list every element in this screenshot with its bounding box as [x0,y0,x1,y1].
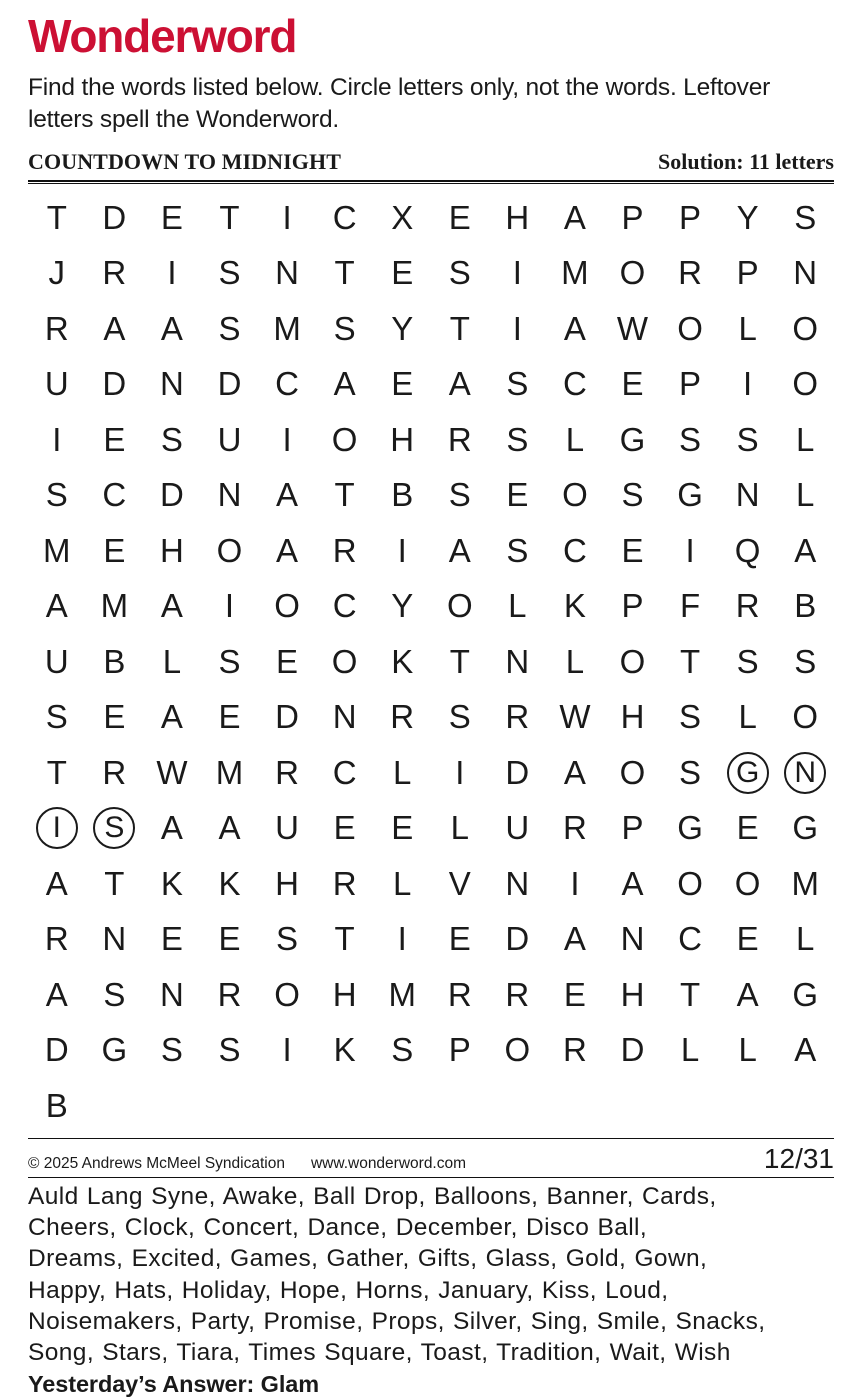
grid-letter[interactable]: K [563,587,586,625]
grid-letter[interactable]: A [160,309,183,347]
grid-letter[interactable]: E [391,365,414,403]
grid-letter[interactable]: B [45,1086,68,1124]
grid-letter[interactable]: P [679,198,702,236]
grid-letter[interactable]: L [393,753,412,791]
grid-letter[interactable]: C [563,365,587,403]
instructions-text: Find the words listed below. Circle letters only, not the words. Leftover letters spell the Wonderword. [28,74,771,133]
grid-letter[interactable]: B [391,476,414,514]
grid-letter[interactable]: G [101,1031,128,1069]
grid-letter[interactable]: S [679,753,702,791]
grid-letter[interactable]: A [103,309,126,347]
page-title: Wonderword [28,10,297,62]
grid-letter[interactable]: T [334,920,355,958]
grid-letter[interactable]: D [44,1031,69,1069]
grid-letter[interactable]: S [794,198,817,236]
grid-letter[interactable]: O [504,1031,531,1069]
grid-letter[interactable]: S [736,642,759,680]
grid-letter[interactable]: C [678,920,702,958]
grid-letter[interactable]: V [448,864,471,902]
grid-letter[interactable]: A [218,809,241,847]
grid-letter[interactable]: S [448,698,471,736]
grid-letter[interactable]: I [685,531,695,569]
grid-letter[interactable]: E [448,198,471,236]
grid-letter[interactable]: S [448,476,471,514]
grid-letter[interactable]: A [736,975,759,1013]
grid-letter[interactable]: J [48,254,66,292]
grid-letter[interactable]: O [446,587,473,625]
grid-letter[interactable]: E [160,920,183,958]
credits-row [28,1139,834,1177]
grid-letter[interactable]: S [218,642,241,680]
letter-grid[interactable] [28,190,834,1134]
grid-letter[interactable]: L [565,642,585,680]
grid-letter[interactable]: P [448,1031,471,1069]
grid-letter[interactable]: E [621,531,644,569]
grid-letter[interactable]: E [391,254,414,292]
grid-letter[interactable]: N [102,920,127,958]
grid-letter[interactable]: G [677,476,703,514]
grid-letter[interactable]: N [505,864,530,902]
puzzle-theme: COUNTDOWN TO MIDNIGHT [28,149,341,175]
grid-letter[interactable]: S [448,254,471,292]
grid-letter[interactable]: W [616,309,649,347]
grid-letter[interactable]: G [792,809,819,847]
grid-letter[interactable]: N [160,365,184,403]
grid-letter[interactable]: X [391,198,414,236]
grid-letter[interactable]: L [508,587,527,625]
grid-letter[interactable]: W [559,698,591,736]
grid-letter[interactable]: A [160,587,183,625]
grid-letter[interactable]: T [449,309,470,347]
grid-letter[interactable]: I [224,587,235,625]
grid-letter[interactable]: R [563,1031,587,1069]
grid-letter[interactable]: G [792,975,819,1013]
grid-letter[interactable]: M [791,864,819,902]
grid-letter[interactable]: N [620,920,645,958]
grid-letter[interactable]: T [449,642,470,680]
grid-letter-circled[interactable] [86,801,144,857]
grid-letter[interactable]: M [43,531,71,569]
circle-marker: N [784,752,826,794]
grid-letter[interactable]: U [217,420,242,458]
grid-letter[interactable]: S [506,365,529,403]
grid-letter[interactable]: I [167,254,177,292]
grid-letter[interactable]: E [506,476,529,514]
word-list-line: Song, Stars, Tiara, Times Square, Toast, Tradition, Wait, Wish [28,1339,731,1367]
grid-letter[interactable]: E [333,809,356,847]
grid-letter[interactable]: I [282,1031,292,1069]
grid-letter[interactable]: R [678,254,702,292]
grid-letter[interactable]: A [45,587,68,625]
grid-letter[interactable]: I [52,420,62,458]
grid-letter[interactable]: E [621,365,644,403]
grid-letter[interactable]: R [505,698,530,736]
grid-letter[interactable]: K [218,864,241,902]
grid-letter[interactable]: E [736,920,759,958]
grid-letter[interactable]: O [619,642,646,680]
grid-letter[interactable]: D [102,198,127,236]
grid-letter[interactable]: D [217,365,242,403]
circle-marker: G [727,752,769,794]
grid-letter[interactable]: C [275,365,299,403]
grid-letter[interactable]: R [102,254,127,292]
grid-letter[interactable]: A [276,476,299,514]
credits-divider [28,1177,834,1178]
grid-letter[interactable]: E [448,920,471,958]
grid-letter[interactable]: T [679,642,701,680]
grid-letter[interactable]: O [792,698,819,736]
grid-letter[interactable]: A [45,975,68,1013]
grid-letter[interactable]: N [793,254,818,292]
grid-letter[interactable]: S [45,698,68,736]
grid-letter[interactable]: R [102,753,127,791]
grid-letter[interactable]: S [103,975,126,1013]
grid-letter[interactable]: N [160,975,184,1013]
word-list [28,1181,834,1369]
grid-letter[interactable]: S [679,698,702,736]
grid-letter[interactable]: Y [391,587,414,625]
word-list-line: Noisemakers, Party, Promise, Props, Silver, Sing, Smile, Snacks, [28,1307,766,1335]
grid-letter[interactable]: L [738,698,757,736]
grid-letter[interactable]: T [46,198,67,236]
word-list-line: Auld Lang Syne, Awake, Ball Drop, Balloons, Banner, Cards, [28,1182,717,1210]
grid-letter[interactable]: D [160,476,184,514]
grid-letter-circled[interactable] [28,801,86,857]
grid-letter[interactable]: E [103,420,126,458]
grid-letter[interactable]: C [332,198,357,236]
grid-letter[interactable]: C [332,753,357,791]
grid-letter[interactable]: D [102,365,127,403]
grid-letter[interactable]: A [45,864,68,902]
grid-letter[interactable]: T [104,864,125,902]
grid-letter[interactable]: O [619,753,646,791]
grid-letter[interactable]: A [276,531,299,569]
grid-letter[interactable]: S [45,476,68,514]
grid-letter[interactable]: R [275,753,299,791]
grid-letter[interactable]: I [282,420,292,458]
grid-letter[interactable]: G [677,809,703,847]
grid-letter[interactable]: L [565,420,585,458]
grid-letter[interactable]: W [156,753,188,791]
grid-letter[interactable]: A [448,531,471,569]
grid-letter[interactable]: N [332,698,357,736]
grid-letter[interactable]: E [103,698,126,736]
grid-letter[interactable]: I [570,864,580,902]
grid-letter[interactable]: E [160,198,183,236]
grid-letter[interactable]: E [563,975,586,1013]
word-list-line: Dreams, Excited, Games, Gather, Gifts, Glass, Gold, Gown, [28,1245,708,1273]
grid-letter[interactable]: A [621,864,644,902]
grid-letter[interactable]: O [734,864,761,902]
grid-letter[interactable]: A [448,365,471,403]
word-list-line: Happy, Hats, Holiday, Hope, Horns, January, Kiss, Loud, [28,1276,669,1304]
grid-letter[interactable]: S [621,476,644,514]
grid-letter[interactable]: H [160,531,184,569]
grid-letter[interactable]: R [44,920,69,958]
grid-letter-circled[interactable] [776,745,834,801]
grid-letter[interactable]: K [333,1031,356,1069]
word-list-line: Cheers, Clock, Concert, Dance, December, Disco Ball, [28,1213,648,1241]
grid-letter[interactable]: A [563,920,586,958]
grid-letter[interactable]: S [160,1031,183,1069]
grid-letter[interactable]: R [447,975,472,1013]
grid-letter[interactable]: O [619,254,646,292]
grid-letter[interactable]: M [215,753,244,791]
grid-letter[interactable]: A [333,365,356,403]
grid-letter[interactable]: A [563,753,586,791]
grid-letter[interactable]: L [738,1031,757,1069]
grid-letter[interactable]: I [743,365,753,403]
circle-marker: S [93,807,135,849]
grid-letter[interactable]: A [794,1031,817,1069]
grid-letter[interactable]: C [563,531,587,569]
grid-letter[interactable]: O [274,587,300,625]
grid-letter[interactable]: P [621,809,644,847]
circle-marker: I [36,807,78,849]
grid-letter[interactable]: S [218,1031,241,1069]
grid-letter[interactable]: Y [736,198,759,236]
grid-letter[interactable]: T [219,198,240,236]
grid-letter[interactable]: R [332,531,357,569]
grid-letter[interactable]: I [455,753,465,791]
grid-letter[interactable]: B [103,642,126,680]
grid-letter[interactable]: S [679,420,702,458]
grid-letter[interactable]: T [46,753,67,791]
grid-letter[interactable]: S [506,420,529,458]
grid-letter[interactable]: L [393,864,412,902]
grid-letter[interactable]: E [391,809,414,847]
grid-letter[interactable]: I [397,531,407,569]
grid-letter[interactable]: G [619,420,646,458]
grid-letter[interactable]: I [282,198,292,236]
grid-letter[interactable]: Q [734,531,761,569]
grid-letter[interactable]: R [44,309,69,347]
grid-letter[interactable]: S [276,920,299,958]
grid-letter[interactable]: O [274,975,300,1013]
grid-letter[interactable]: D [505,753,530,791]
grid-letter[interactable]: H [332,975,357,1013]
grid-letter[interactable]: A [563,309,586,347]
grid-letter[interactable]: R [563,809,587,847]
grid-letter[interactable]: L [796,420,815,458]
grid-letter[interactable]: P [621,198,644,236]
grid-letter[interactable]: D [275,698,299,736]
grid-letter[interactable]: K [160,864,183,902]
grid-letter[interactable]: R [735,587,760,625]
grid-letter[interactable]: P [736,254,759,292]
grid-letter[interactable]: B [794,587,817,625]
grid-letter[interactable]: S [160,420,183,458]
puzzle-date: 12/31 [763,1142,834,1174]
grid-letter[interactable]: C [102,476,127,514]
grid-letter[interactable]: M [100,587,129,625]
header-divider [28,180,834,184]
grid-letter[interactable]: N [275,254,299,292]
grid-letter[interactable]: M [388,975,416,1013]
grid-letter[interactable]: E [218,698,241,736]
grid-letter[interactable]: A [794,531,817,569]
grid-letter[interactable]: U [44,642,69,680]
grid-letter[interactable]: S [218,309,241,347]
puzzle-header [28,149,834,180]
grid-letter[interactable]: S [333,309,356,347]
grid-letter[interactable]: L [162,642,182,680]
grid-letter-circled[interactable] [719,745,777,801]
grid-letter[interactable]: L [450,809,469,847]
grid-letter[interactable]: I [397,920,407,958]
grid-letter[interactable]: H [390,420,415,458]
grid-letter[interactable]: M [273,309,301,347]
grid-letter[interactable]: A [563,198,586,236]
grid-letter[interactable]: H [620,698,645,736]
grid-letter[interactable]: T [334,254,355,292]
grid-letter[interactable]: E [103,531,126,569]
grid-letter[interactable]: N [735,476,760,514]
solution-letter-count: Solution: 11 letters [658,149,834,175]
grid-letter[interactable]: S [736,420,759,458]
grid-letter[interactable]: D [505,920,530,958]
grid-letter[interactable]: O [792,309,819,347]
grid-letter[interactable]: S [218,254,241,292]
grid-letter[interactable]: O [677,864,703,902]
grid-letter[interactable]: L [680,1031,700,1069]
grid-letter[interactable]: M [561,254,589,292]
grid-letter[interactable]: O [216,531,243,569]
copyright-text: © 2025 Andrews McMeel Syndication [28,1154,285,1172]
grid-letter[interactable]: K [391,642,414,680]
grid-letter[interactable]: O [331,642,358,680]
grid-letter[interactable]: I [512,309,522,347]
grid-letter[interactable]: H [505,198,530,236]
grid-letter[interactable]: U [505,809,530,847]
grid-letter[interactable]: I [512,254,522,292]
grid-letter[interactable]: O [677,309,703,347]
grid-letter[interactable]: O [331,420,358,458]
grid-letter[interactable]: O [792,365,819,403]
grid-letter[interactable]: R [332,864,357,902]
grid-letter[interactable]: R [447,420,472,458]
grid-letter[interactable]: R [217,975,242,1013]
grid-letter[interactable]: E [218,920,241,958]
grid-letter[interactable]: P [679,365,702,403]
grid-letter[interactable]: R [505,975,530,1013]
grid-letter[interactable]: P [621,587,644,625]
grid-letter[interactable]: E [736,809,759,847]
grid-letter[interactable]: Y [391,309,414,347]
website-link[interactable]: www.wonderword.com [310,1154,467,1172]
grid-letter[interactable]: N [505,642,530,680]
grid-letter[interactable]: S [391,1031,414,1069]
grid-letter[interactable]: C [332,587,357,625]
grid-letter[interactable]: D [620,1031,645,1069]
grid-letter[interactable]: U [44,365,69,403]
grid-letter[interactable]: U [275,809,299,847]
grid-letter[interactable]: T [334,476,355,514]
grid-letter[interactable]: H [620,975,645,1013]
grid-letter[interactable]: A [160,698,183,736]
grid-letter[interactable]: N [217,476,242,514]
grid-letter[interactable]: H [275,864,299,902]
yesterdays-answer: Yesterday’s Answer: Glam [28,1370,320,1397]
grid-letter[interactable]: L [738,309,757,347]
grid-letter[interactable]: L [796,476,815,514]
grid-letter[interactable]: R [390,698,415,736]
grid-letter[interactable]: T [679,975,701,1013]
grid-letter[interactable]: S [794,642,817,680]
grid-letter[interactable]: S [506,531,529,569]
grid-letter[interactable]: L [796,920,815,958]
grid-letter[interactable]: F [679,587,701,625]
grid-letter[interactable]: O [562,476,588,514]
grid-letter[interactable]: A [160,809,183,847]
grid-letter[interactable]: E [276,642,299,680]
